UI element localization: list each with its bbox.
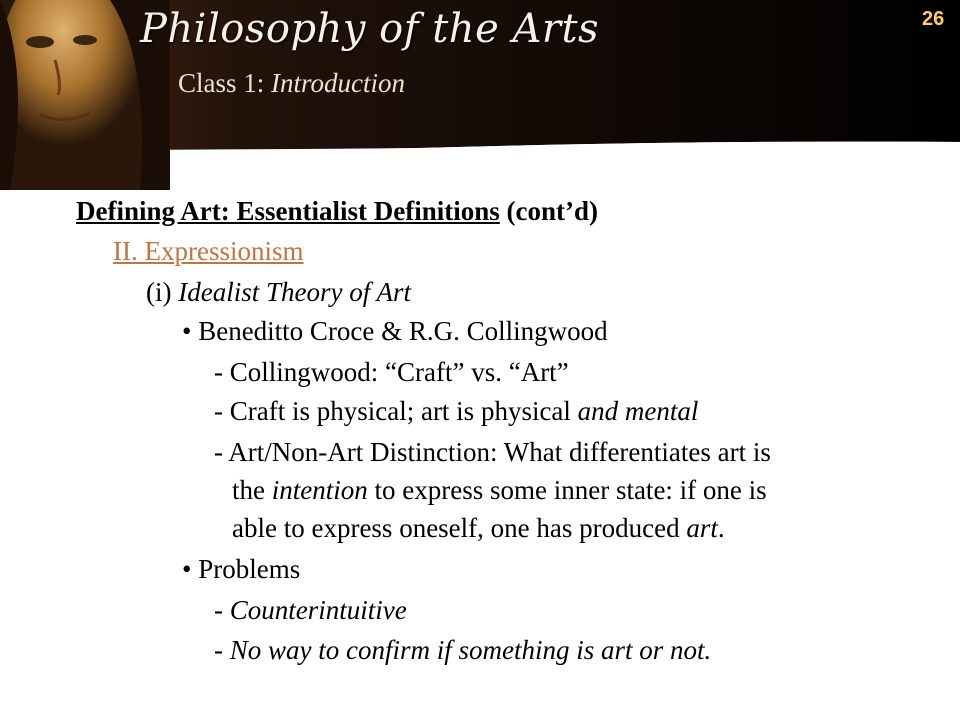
dash3-l3-a: able to express oneself, one has produced — [232, 513, 687, 543]
dash3-l3-italic: art — [686, 513, 718, 543]
dash3-l3-b: . — [717, 513, 725, 543]
dash-distinction-line1: - Art/Non-Art Distinction: What differentiates art is — [214, 437, 771, 467]
dash-craft-vs-art: - Collingwood: “Craft” vs. “Art” — [214, 357, 569, 387]
theory-name: Idealist Theory of Art — [178, 277, 411, 307]
bullet-problems: • Problems — [182, 554, 301, 584]
problem2-text: No way to confirm if something is art or not. — [229, 635, 712, 665]
dash3-l2-italic: intention — [271, 475, 368, 505]
problem2-prefix: - — [214, 635, 230, 665]
dash2-plain: - Craft is physical; art is physical — [214, 396, 578, 426]
dash2-italic: and mental — [577, 396, 699, 426]
dash3-l2-b: to express some inner state: if one is — [367, 475, 767, 505]
slide-heading — [76, 198, 598, 225]
section-expressionism-link[interactable]: II. Expressionism — [113, 236, 304, 266]
theory-prefix: (i) — [146, 277, 179, 307]
slide-header — [0, 0, 960, 190]
class-prefix: Class 1: — [178, 68, 272, 98]
bullet-croce-collingwood: • Beneditto Croce & R.G. Collingwood — [182, 316, 608, 346]
problem-counterintuitive — [214, 597, 407, 624]
heading-suffix: (cont’d) — [499, 196, 598, 226]
heading-underlined: Defining Art: Essentialist Definitions — [76, 196, 500, 226]
problem1-text: Counterintuitive — [229, 595, 407, 625]
problem1-prefix: - — [214, 595, 230, 625]
dash-craft-physical — [214, 398, 698, 425]
class-name: Introduction — [271, 68, 406, 98]
dash-distinction-line2 — [232, 477, 767, 504]
course-title: Philosophy of the Arts — [140, 6, 600, 52]
dash-distinction-line3 — [232, 515, 725, 542]
class-subtitle — [178, 68, 405, 99]
dash3-l2-a: the — [232, 475, 272, 505]
slide-number: 26 — [922, 8, 945, 30]
problem-no-confirmation — [214, 637, 711, 664]
theory-title — [146, 279, 411, 306]
